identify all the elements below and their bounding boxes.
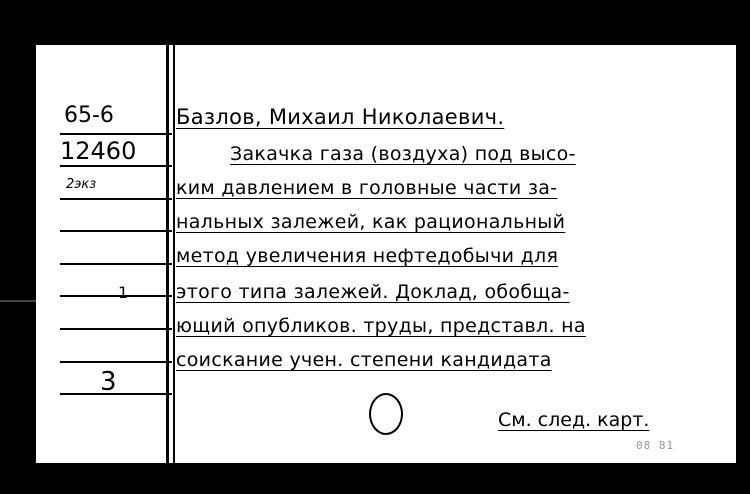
inventory-number: 12460 — [60, 137, 137, 165]
title-line: ким давлением в головные части за- — [176, 177, 558, 199]
punch-hole — [369, 393, 403, 435]
margin-rule — [60, 198, 172, 200]
title-line: соискание учен. степени кандидата — [176, 349, 552, 371]
catalog-card — [36, 45, 736, 463]
title-line: метод увеличения нефтедобычи для — [176, 245, 559, 267]
copies-note: 2экз — [66, 177, 97, 192]
margin-rule — [60, 295, 172, 297]
title-line: ющий опубликов. труды, представл. на — [176, 315, 586, 337]
margin-rule — [60, 165, 172, 167]
title-line: этого типа залежей. Доклад, обобща- — [176, 281, 570, 303]
margin-vertical-rule — [166, 45, 169, 463]
shelf-code: 65-6 — [64, 103, 114, 128]
title-line: нальных залежей, как рациональный — [176, 211, 566, 233]
margin-rule — [60, 133, 172, 135]
margin-rule — [60, 230, 172, 232]
scan-edge-line — [0, 300, 36, 302]
margin-rule — [60, 328, 172, 330]
faint-stamp: 08 81 — [636, 439, 675, 452]
count-mark: 1 — [118, 283, 129, 302]
scan-edge-left — [30, 45, 34, 494]
volume-mark: 3 — [100, 367, 117, 397]
margin-rule — [60, 361, 172, 363]
author-heading: Базлов, Михаил Николаевич. — [176, 105, 505, 129]
margin-rule — [60, 263, 172, 265]
continuation-note: См. след. карт. — [498, 409, 650, 431]
margin-vertical-rule-inner — [173, 45, 175, 463]
title-line: Закачка газа (воздуха) под высо- — [230, 143, 576, 165]
